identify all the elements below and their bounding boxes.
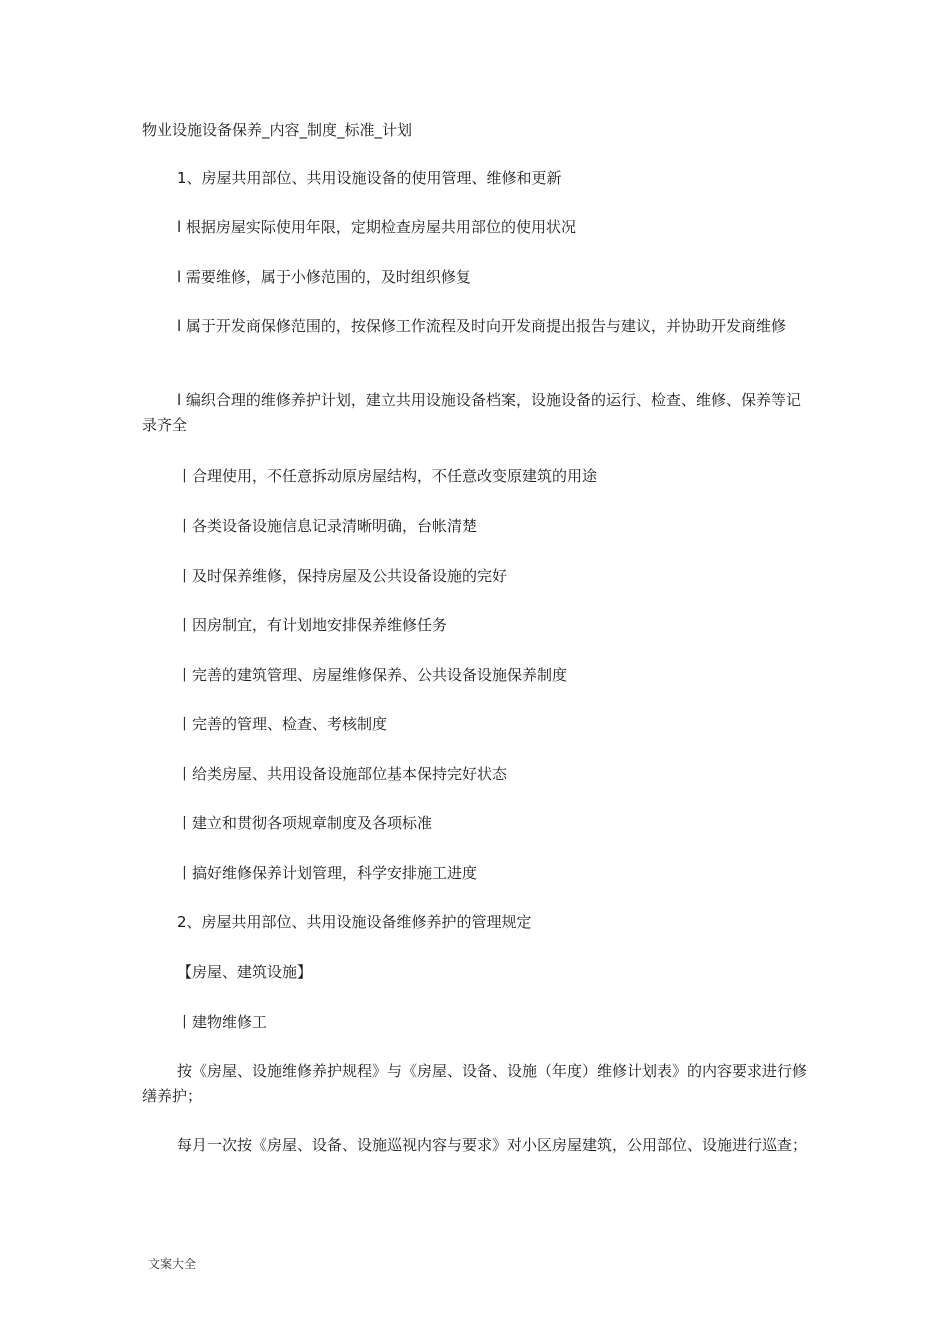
subsection-heading: 【房屋、建筑设施】 [177,963,313,981]
list-item: 丨因房制宜，有计划地安排保养维修任务 [177,616,448,634]
list-item: 丨合理使用，不任意拆动原房屋结构，不任意改变原建筑的用途 [177,467,598,485]
paragraph: l 根据房屋实际使用年限，定期检查房屋共用部位的使用状况 [177,218,576,236]
list-item: 丨完善的建筑管理、房屋维修保养、公共设备设施保养制度 [177,666,568,684]
section-heading-1: 1、房屋共用部位、共用设施设备的使用管理、维修和更新 [177,169,562,187]
page-footer: 文案大全 [148,1257,197,1271]
paragraph: 按《房屋、设施维修养护规程》与《房屋、设备、设施（年度）维修计划表》的内容要求进行修缮养护； [142,1062,808,1105]
list-item: 丨及时保养维修，保持房屋及公共设备设施的完好 [177,567,508,585]
paragraph: l 编织合理的维修养护计划，建立共用设施设备档案，设施设备的运行、检查、维修、保养等记录齐全 [142,391,801,434]
paragraph: l 属于开发商保修范围的，按保修工作流程及时向开发商提出报告与建议，并协助开发商维修 [177,317,786,335]
list-item: 丨各类设备设施信息记录清晰明确，台帐清楚 [177,517,478,535]
list-item: 丨搞好维修保养计划管理，科学安排施工进度 [177,864,478,882]
list-item: 丨给类房屋、共用设备设施部位基本保持完好状态 [177,765,508,783]
list-item: 丨建立和贯彻各项规章制度及各项标准 [177,814,433,832]
list-item: 丨建物维修工 [177,1013,268,1031]
paragraph: l 需要维修，属于小修范围的，及时组织修复 [177,268,471,286]
paragraph: 每月一次按《房屋、设备、设施巡视内容与要求》对小区房屋建筑，公用部位、设施进行巡查； [177,1136,808,1154]
document-title: 物业设施设备保养_内容_制度_标准_计划 [142,121,413,139]
list-item: 丨完善的管理、检查、考核制度 [177,715,388,733]
section-heading-2: 2、房屋共用部位、共用设施设备维修养护的管理规定 [177,913,532,931]
